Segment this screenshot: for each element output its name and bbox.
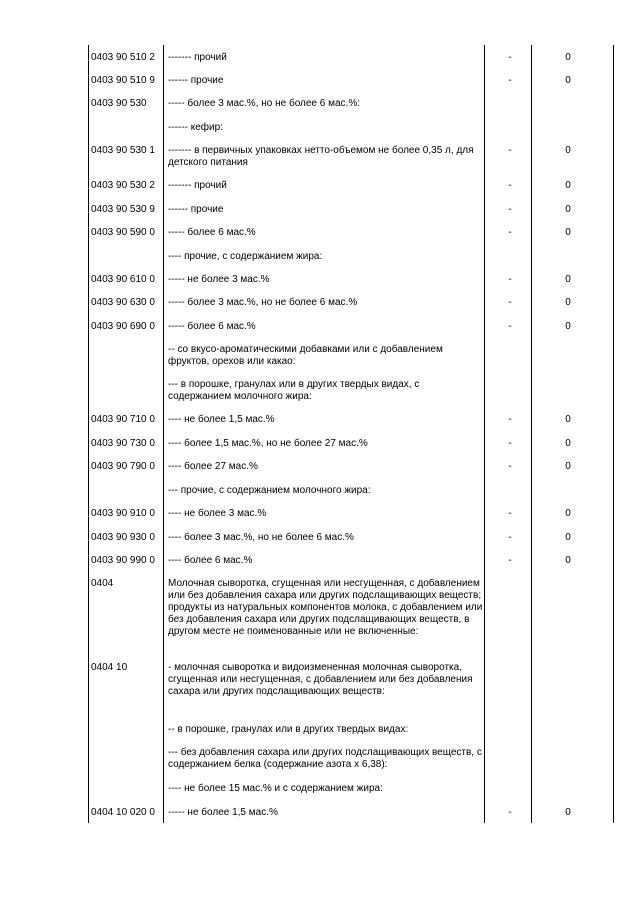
duty-rate-cell: 0 [565,414,571,425]
unit-cell: - [508,180,512,191]
description-cell: ------- прочий [168,52,227,63]
column-divider-desc [484,45,485,823]
duty-rate-cell: 0 [565,508,571,519]
code-cell: 0403 90 530 9 [91,204,155,215]
unit-cell: - [508,204,512,215]
description-cell: - молочная сыворотка и видоизмененная молочная сыворотка, сгущенная или несгущенная, с добавлением или без добавления сахара или других подслащивающих веществ: [168,662,473,697]
unit-cell: - [508,274,512,285]
code-cell: 0404 [91,578,114,589]
code-cell: 0403 90 530 [91,98,147,109]
description-cell: ---- прочие, с содержанием жира: [168,251,323,262]
unit-cell: - [508,508,512,519]
duty-rate-cell: 0 [565,807,571,818]
duty-rate-cell: 0 [565,438,571,449]
description-cell: -- в порошке, гранулах или в других твердых видах: [168,724,409,735]
duty-rate-cell: 0 [565,461,571,472]
unit-cell: - [508,461,512,472]
unit-cell: - [508,807,512,818]
description-cell: --- прочие, с содержанием молочного жира: [168,485,371,496]
description-cell: ------ кефир: [168,122,223,133]
code-cell: 0404 10 020 0 [91,807,155,818]
duty-rate-cell: 0 [565,274,571,285]
description-cell: ----- более 6 мас.% [168,321,256,332]
description-cell: -- со вкусо-ароматическими добавками или с добавлением фруктов, орехов или какао: [168,344,443,367]
description-cell: ---- более 27 мас.% [168,461,258,472]
unit-cell: - [508,297,512,308]
unit-cell: - [508,145,512,156]
duty-rate-cell: 0 [565,75,571,86]
description-cell: ----- более 3 мас.%, но не более 6 мас.% [168,297,358,308]
description-cell: ------- прочий [168,180,227,191]
description-cell: --- без добавления сахара или других подслащивающих веществ, с содержанием белка (содержание азота x 6,38): [168,747,482,770]
code-cell: 0403 90 990 0 [91,555,155,566]
description-cell: ---- не более 3 мас.% [168,508,267,519]
code-cell: 0403 90 910 0 [91,508,155,519]
column-divider-unit [531,45,532,823]
duty-rate-cell: 0 [565,297,571,308]
unit-cell: - [508,52,512,63]
unit-cell: - [508,532,512,543]
column-divider-right [613,45,614,823]
unit-cell: - [508,555,512,566]
code-cell: 0403 90 790 0 [91,461,155,472]
description-cell: ----- более 6 мас.% [168,227,256,238]
unit-cell: - [508,227,512,238]
code-cell: 0403 90 530 1 [91,145,155,156]
duty-rate-cell: 0 [565,227,571,238]
duty-rate-cell: 0 [565,180,571,191]
description-cell: ------ прочие [168,75,224,86]
description-cell: Молочная сыворотка, сгущенная или несгущенная, с добавлением или без добавления сахара или других подслащивающих веществ; продукты из натуральных компонентов молока, с добавлением или без добавления сахара или других подслащивающих веществ, в другом месте не поименованные или не включенные: [168,578,483,637]
column-divider-code [163,45,164,823]
code-cell: 0403 90 630 0 [91,297,155,308]
description-cell: ----- более 3 мас.%, но не более 6 мас.%: [168,98,360,109]
duty-rate-cell: 0 [565,145,571,156]
description-cell: ---- более 1,5 мас.%, но не более 27 мас.% [168,438,368,449]
code-cell: 0403 90 510 9 [91,75,155,86]
duty-rate-cell: 0 [565,532,571,543]
description-cell: ---- не более 1,5 мас.% [168,414,275,425]
description-cell: ----- не более 1,5 мас.% [168,807,278,818]
description-cell: ----- не более 3 мас.% [168,274,270,285]
code-cell: 0403 90 730 0 [91,438,155,449]
code-cell: 0403 90 510 2 [91,52,155,63]
description-cell: ------ прочие [168,204,224,215]
code-cell: 0403 90 690 0 [91,321,155,332]
description-cell: ---- более 6 мас.% [168,555,253,566]
description-cell: ------- в первичных упаковках нетто-объемом не более 0,35 л, для детского питания [168,145,474,168]
description-cell: --- в порошке, гранулах или в других твердых видах, с содержанием молочного жира: [168,379,420,402]
unit-cell: - [508,75,512,86]
code-cell: 0403 90 530 2 [91,180,155,191]
unit-cell: - [508,438,512,449]
description-cell: ---- более 3 мас.%, но не более 6 мас.% [168,532,354,543]
unit-cell: - [508,414,512,425]
code-cell: 0403 90 610 0 [91,274,155,285]
duty-rate-cell: 0 [565,52,571,63]
code-cell: 0404 10 [91,662,128,673]
code-cell: 0403 90 930 0 [91,532,155,543]
unit-cell: - [508,321,512,332]
duty-rate-cell: 0 [565,555,571,566]
code-cell: 0403 90 590 0 [91,227,155,238]
duty-rate-cell: 0 [565,204,571,215]
description-cell: ---- не более 15 мас.% и с содержанием жира: [168,783,383,794]
duty-rate-cell: 0 [565,321,571,332]
code-cell: 0403 90 710 0 [91,414,155,425]
column-divider-left [88,45,89,823]
